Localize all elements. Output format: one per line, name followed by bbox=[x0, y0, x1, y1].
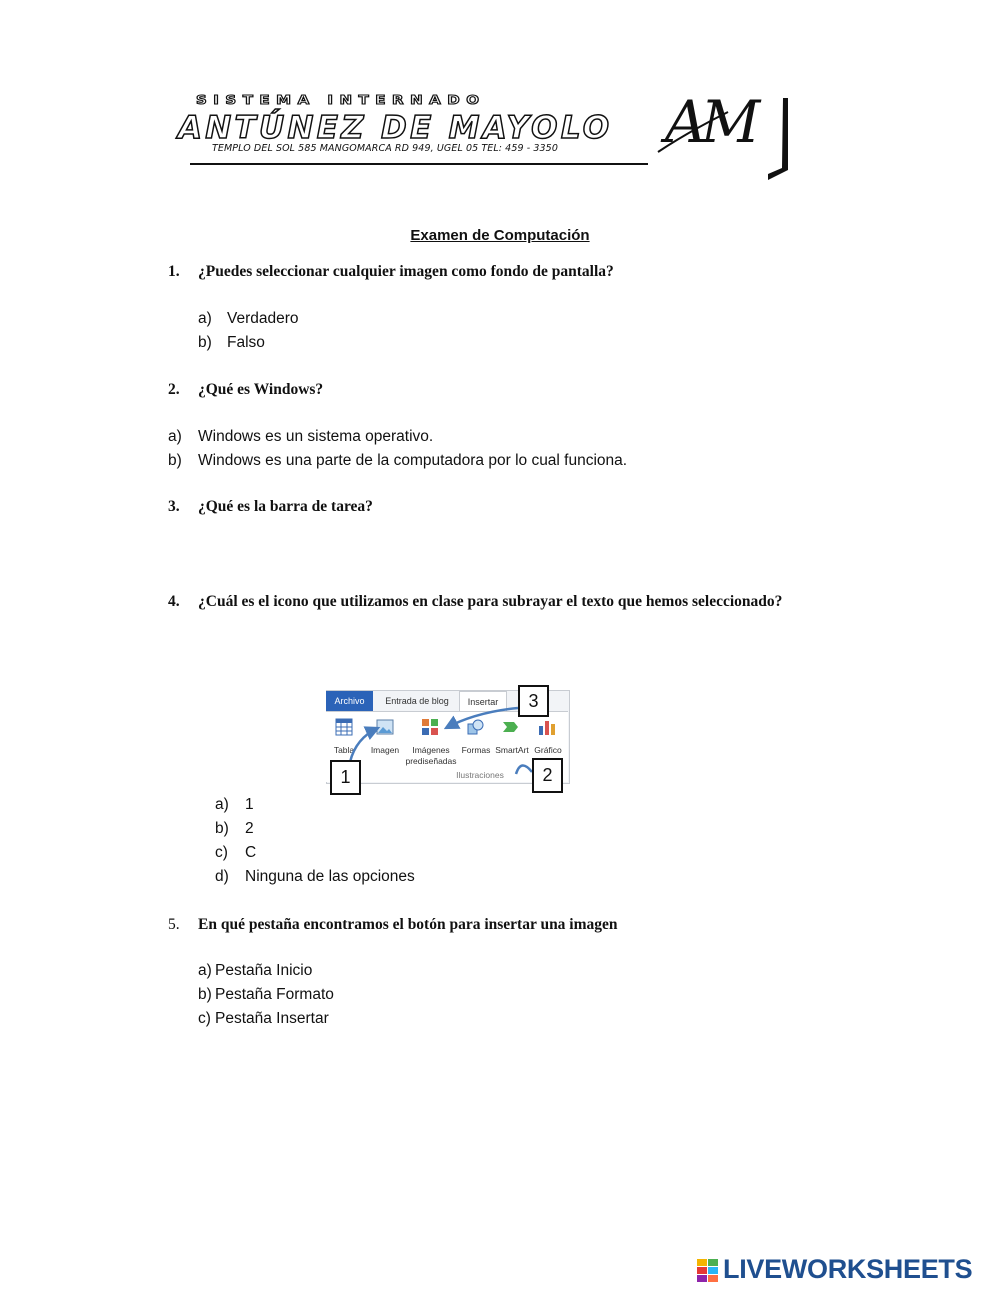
ribbon-button-smartart: SmartArt bbox=[495, 745, 529, 755]
option-letter: c) bbox=[198, 1010, 211, 1027]
option-letter: b) bbox=[198, 986, 212, 1003]
liveworksheets-brand: LIVEWORKSHEETS bbox=[723, 1254, 973, 1284]
ribbon-tab-archivo: Archivo bbox=[326, 691, 373, 711]
liveworksheets-logo-icon bbox=[697, 1259, 719, 1283]
question-number: 5. bbox=[168, 916, 180, 933]
question-text: ¿Cuál es el icono que utilizamos en clase para subrayar el texto que hemos seleccionado? bbox=[198, 593, 783, 610]
option-text: 2 bbox=[245, 820, 254, 837]
question-text: ¿Qué es la barra de tarea? bbox=[198, 498, 373, 515]
option-letter: b) bbox=[215, 820, 229, 837]
school-address: TEMPLO DEL SOL 585 MANGOMARCA RD 949, UGEL 05 TEL: 459 - 3350 bbox=[212, 143, 558, 154]
exam-title: Examen de Computación bbox=[410, 227, 590, 244]
option-letter: a) bbox=[198, 962, 212, 979]
option-text: 1 bbox=[245, 796, 254, 813]
option-text: Pestaña Insertar bbox=[215, 1010, 329, 1027]
option-letter: b) bbox=[168, 452, 182, 469]
option-letter: a) bbox=[198, 310, 212, 327]
ribbon-tab-insertar: Insertar bbox=[459, 691, 507, 712]
school-line: SISTEMA INTERNADO bbox=[196, 92, 486, 108]
option-text: Pestaña Inicio bbox=[215, 962, 313, 979]
option-text: Falso bbox=[227, 334, 265, 351]
callout-2: 2 bbox=[532, 758, 563, 793]
school-logo-initials: AM bbox=[665, 88, 755, 156]
option-letter: c) bbox=[215, 844, 228, 861]
option-text: C bbox=[245, 844, 257, 861]
ribbon-tab-entrada: Entrada de blog bbox=[385, 696, 449, 706]
ribbon-button-imagen: Imagen bbox=[370, 745, 400, 755]
ribbon-button-formas: Formas bbox=[461, 745, 491, 755]
header-divider bbox=[190, 163, 648, 165]
ribbon-button-grafico: Gráfico bbox=[534, 745, 562, 755]
question-number: 3. bbox=[168, 498, 180, 515]
school-name: ANTÚNEZ DE MAYOLO bbox=[178, 110, 613, 146]
question-text: ¿Qué es Windows? bbox=[198, 381, 324, 398]
ribbon-group-label: Ilustraciones bbox=[456, 770, 504, 780]
question-number: 2. bbox=[168, 381, 180, 398]
question-number: 1. bbox=[168, 263, 180, 280]
question-text: En qué pestaña encontramos el botón para insertar una imagen bbox=[198, 916, 618, 933]
callout-1: 1 bbox=[330, 760, 361, 795]
ribbon-button-clipart: Imágenes prediseñadas bbox=[405, 745, 457, 766]
option-text: Ninguna de las opciones bbox=[245, 868, 415, 885]
question-number: 4. bbox=[168, 593, 180, 610]
option-letter: d) bbox=[215, 868, 229, 885]
option-text: Pestaña Formato bbox=[215, 986, 334, 1003]
callout-3: 3 bbox=[518, 685, 549, 717]
option-text: Windows es una parte de la computadora por lo cual funciona. bbox=[198, 452, 628, 469]
option-letter: a) bbox=[168, 428, 182, 445]
option-text: Windows es un sistema operativo. bbox=[198, 428, 434, 445]
option-letter: a) bbox=[215, 796, 229, 813]
question-text: ¿Puedes seleccionar cualquier imagen como fondo de pantalla? bbox=[198, 263, 614, 280]
ribbon-button-tabla: Tabla bbox=[333, 745, 355, 755]
option-text: Verdadero bbox=[227, 310, 299, 327]
option-letter: b) bbox=[198, 334, 212, 351]
